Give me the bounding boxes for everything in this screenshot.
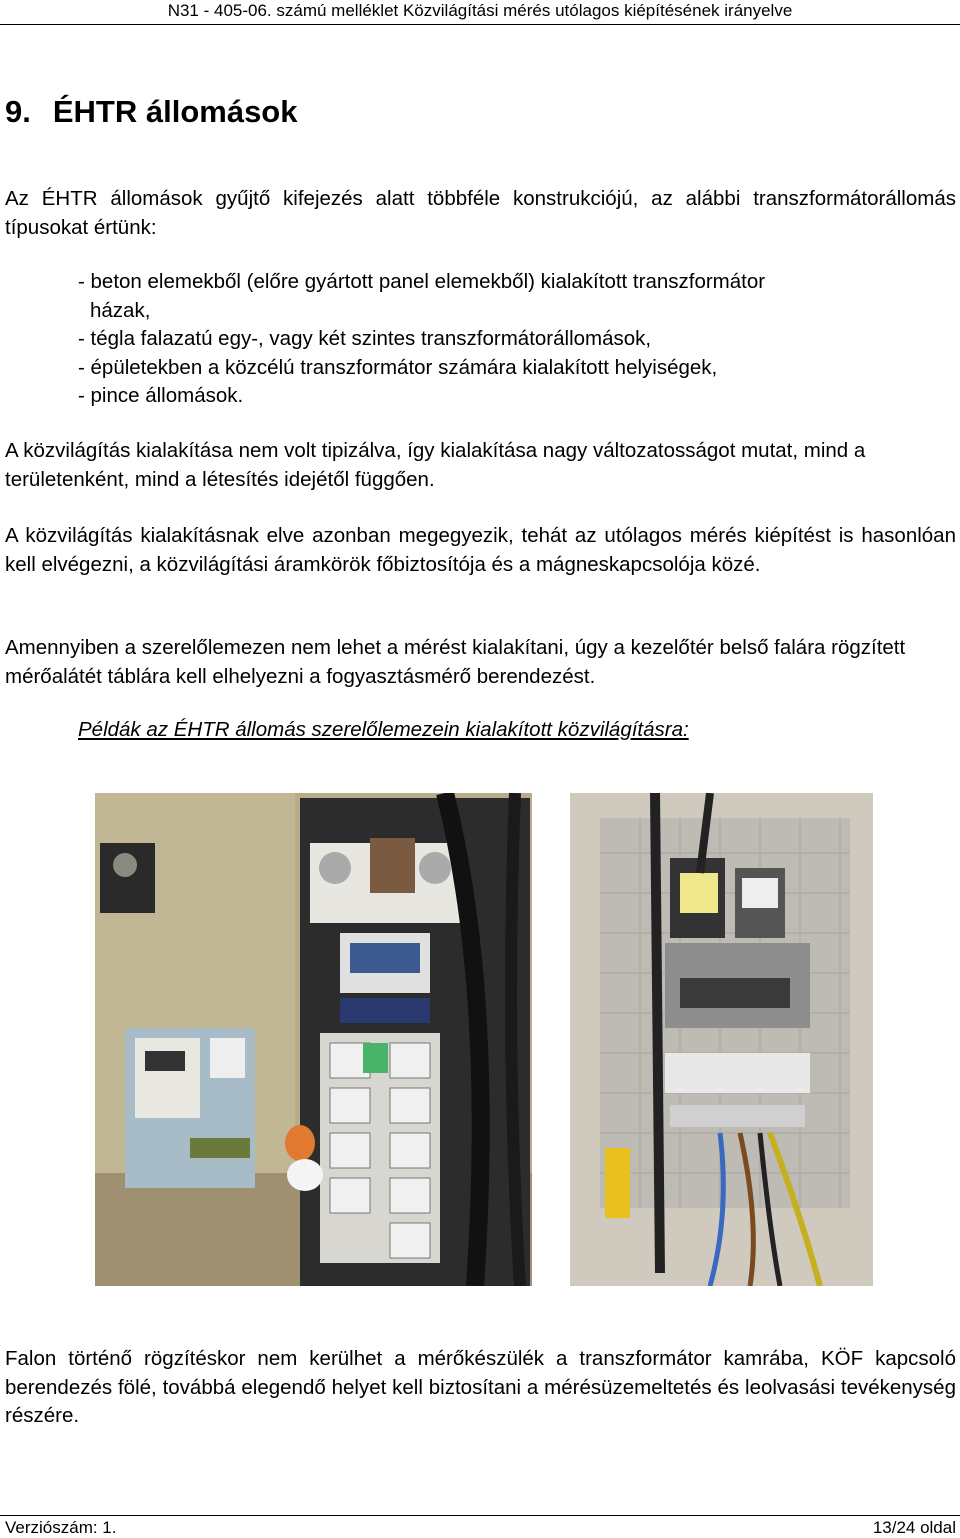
list-item-text: - beton elemekből (előre gyártott panel elemekből) kialakított transzformátor xyxy=(78,270,766,293)
paragraph-mounting-plate: Amennyiben a szerelőlemezen nem lehet a mérést kialakítani, úgy a kezelőtér belső falára rögzített mérőalátét táblára kell elhelyezni a fogyasztásmérő berendezést. xyxy=(5,636,906,688)
station-type-list xyxy=(78,268,956,411)
section-title-text: ÉHTR állomások xyxy=(52,94,298,129)
intro-paragraph: Az ÉHTR állomások gyűjtő kifejezés alatt többféle konstrukciójú, az alábbi transzformátorállomás típusokat értünk: xyxy=(5,187,956,239)
list-item: - épületekben a közcélú transzformátor számára kialakított helyiségek, xyxy=(78,355,718,379)
list-item: - pince állomások. xyxy=(78,384,244,407)
page-header: N31 - 405-06. számú melléklet Közvilágítási mérés utólagos kiépítésének irányelve xyxy=(167,1,793,20)
list-item: - tégla falazatú egy-, vagy két szintes transzformátorállomások, xyxy=(78,327,652,350)
section-title xyxy=(5,92,297,132)
closing-paragraph: Falon történő rögzítéskor nem kerülhet a mérőkészülék a transzformátor kamrába, KÖF kapcsoló berendezés fölé, továbbá elegendő helyet kell biztosítani a mérésüzemeltetés és leolvasási tevékenység részére. xyxy=(5,1347,956,1427)
footer-version: Verziószám: 1. xyxy=(5,1518,117,1537)
list-item xyxy=(78,268,956,325)
footer-page-number: 13/24 oldal xyxy=(872,1518,956,1537)
list-item-continuation: házak, xyxy=(90,298,151,322)
footer-divider xyxy=(0,1515,960,1516)
photo-switchboard-meter xyxy=(570,793,873,1286)
paragraph-typization: A közvilágítás kialakítása nem volt tipizálva, így kialakítása nagy változatosságot mutat, mind a területenként, mind a létesítés idejétől függően. xyxy=(5,439,866,491)
photo-caption: Példák az ÉHTR állomás szerelőlemezein kialakított közvilágításra: xyxy=(78,718,689,741)
header-divider xyxy=(0,24,960,25)
section-number: 9. xyxy=(5,94,31,129)
photo-switchboard-fuses xyxy=(95,793,532,1286)
paragraph-principle: A közvilágítás kialakításnak elve azonban megegyezik, tehát az utólagos mérés kiépítést is hasonlóan kell elvégezni, a közvilágítási áramkörök főbiztosítója és a mágneskapcsolója közé. xyxy=(5,524,956,576)
